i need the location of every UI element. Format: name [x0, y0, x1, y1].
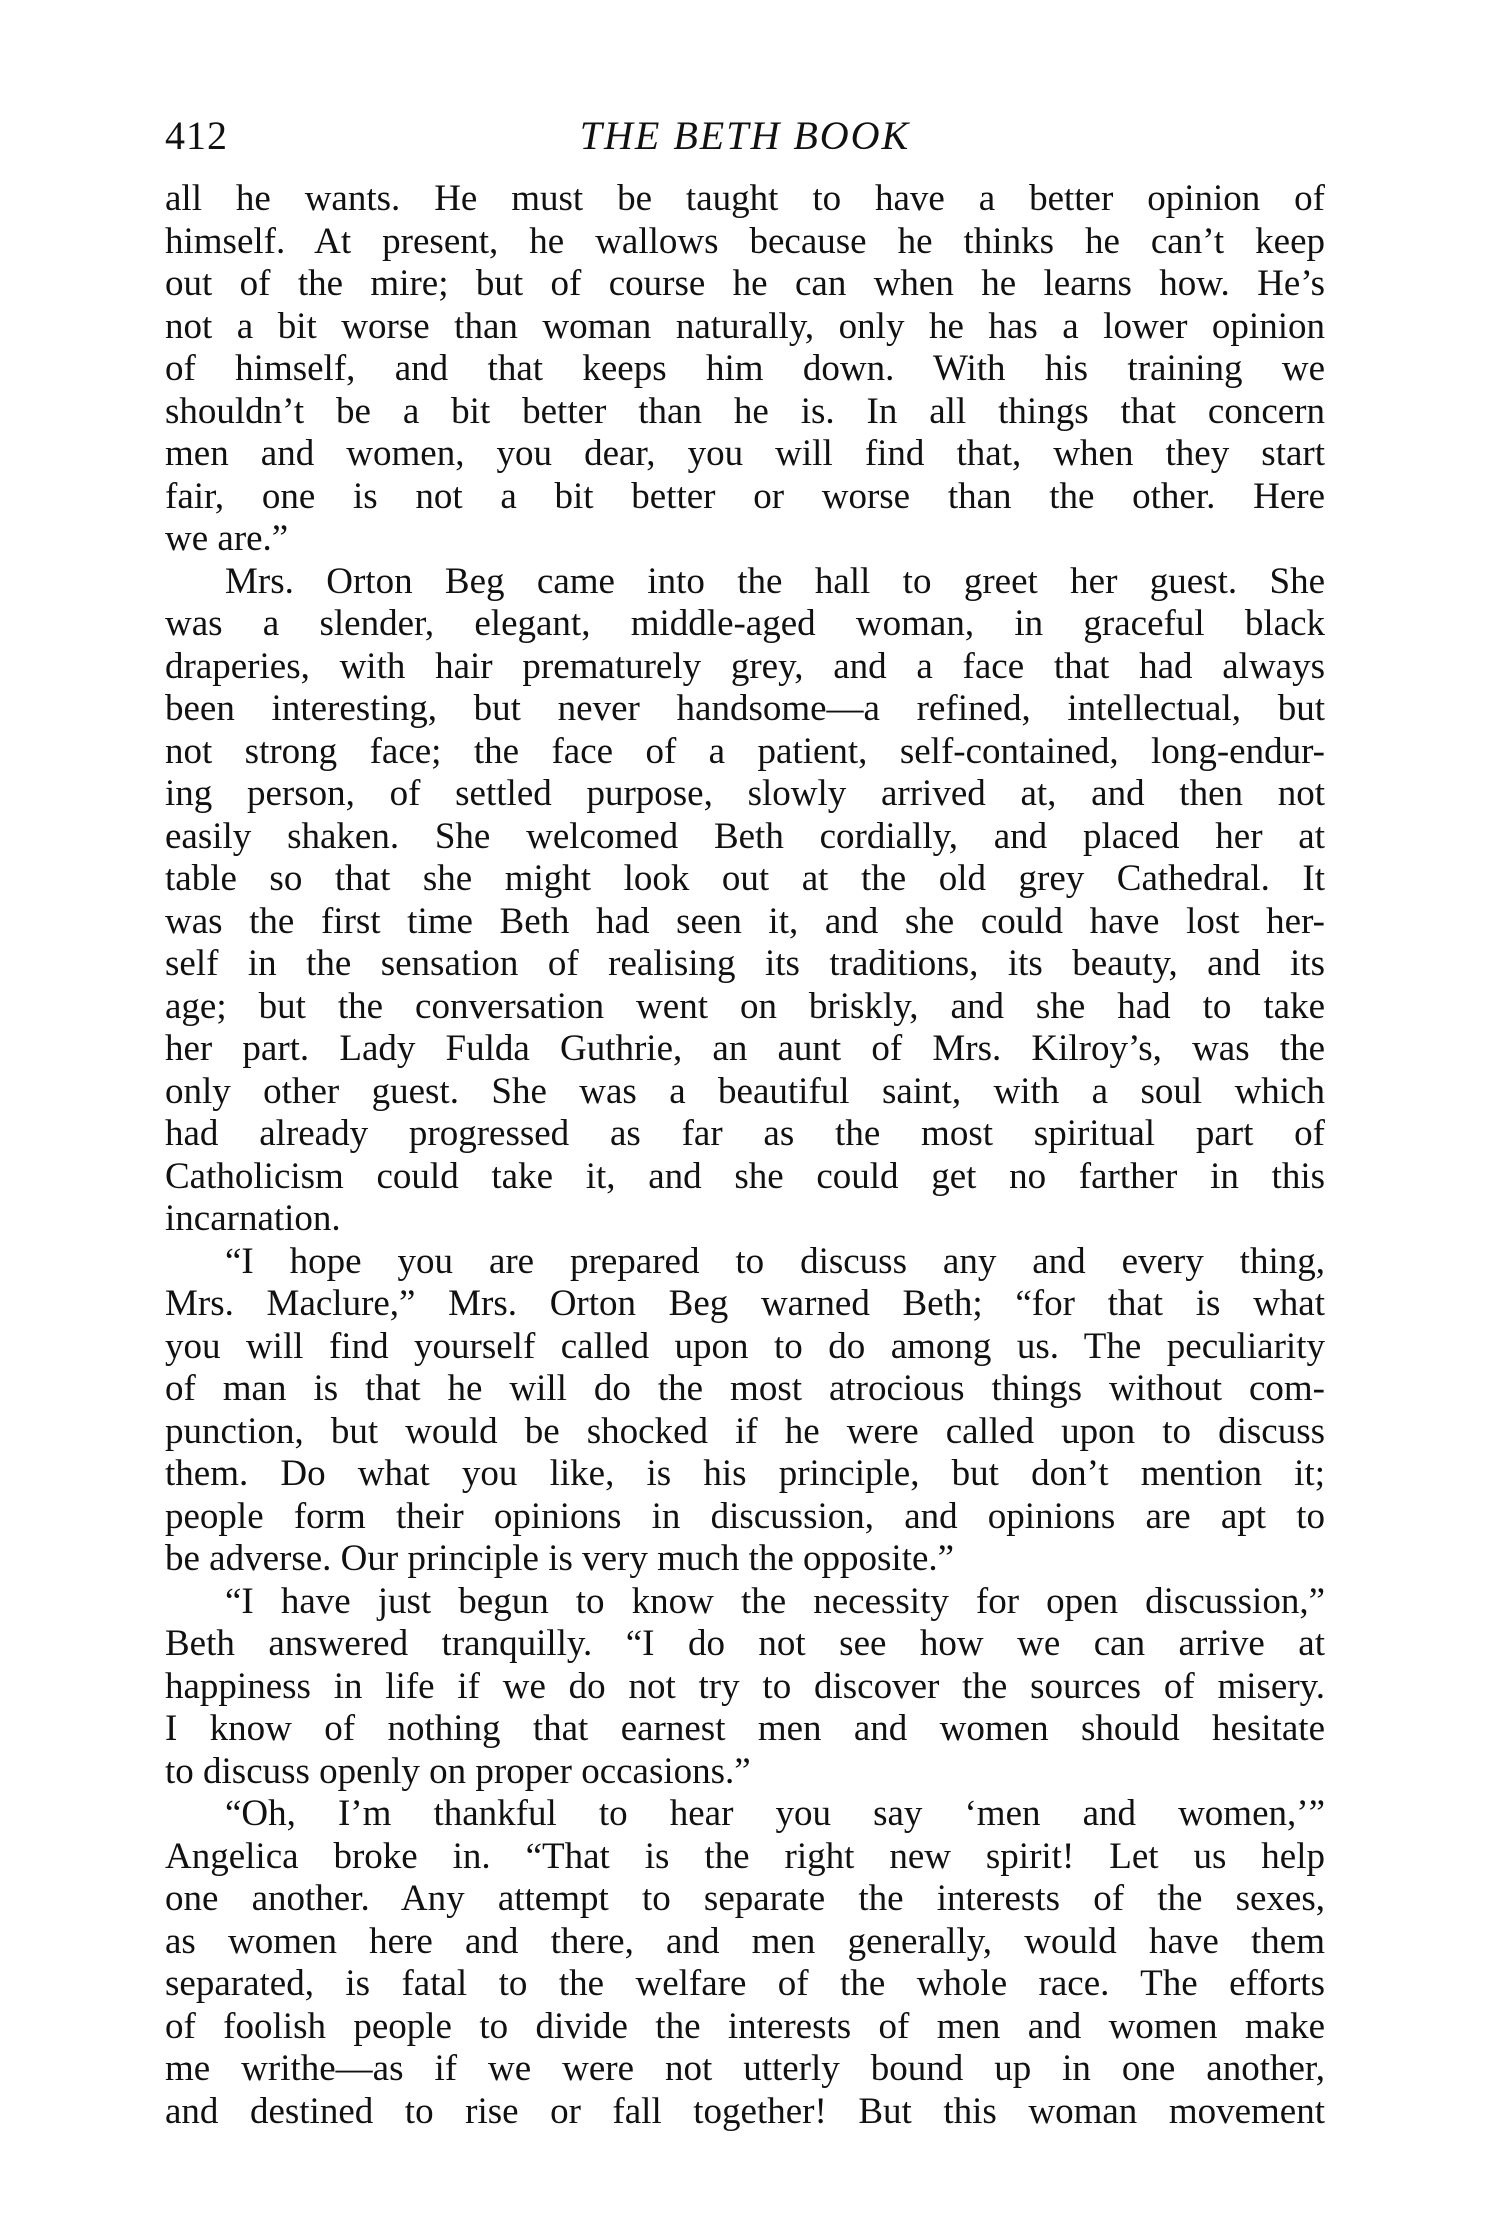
text-line: Angelica broke in. “That is the right new spirit! Let us help	[165, 1835, 1325, 1877]
text-line: was the first time Beth had seen it, and she could have lost her-	[165, 900, 1325, 942]
text-line: not strong face; the face of a patient, self-contained, long-endur-	[165, 730, 1325, 772]
text-line: self in the sensation of realising its traditions, its beauty, and its	[165, 943, 1325, 984]
text-line: Mrs. Maclure,” Mrs. Orton Beg warned Beth; “for that is what	[165, 1283, 1325, 1324]
text-line: table so that she might look out at the old grey Cathedral. It	[165, 858, 1325, 899]
text-line: was a slender, elegant, middle-aged woman, in graceful black	[165, 603, 1325, 644]
text-line: punction, but would be shocked if he were called upon to discuss	[165, 1410, 1325, 1452]
text-line: been interesting, but never handsome—a refined, intellectual, but	[165, 688, 1325, 729]
text-line: I know of nothing that earnest men and women should hesitate	[165, 1708, 1325, 1749]
text-line: as women here and there, and men generally, would have them	[165, 1920, 1325, 1962]
text-line: “I hope you are prepared to discuss any and every thing,	[225, 1240, 1325, 1282]
text-line: not a bit worse than woman naturally, only he has a lower opinion	[165, 305, 1325, 347]
running-head	[165, 108, 1325, 164]
book-title: THE BETH BOOK	[579, 113, 911, 158]
text-line: easily shaken. She welcomed Beth cordially, and placed her at	[165, 815, 1325, 857]
text-line: them. Do what you like, is his principle, but don’t mention it;	[165, 1453, 1325, 1494]
text-line: Mrs. Orton Beg came into the hall to greet her guest. She	[225, 560, 1325, 602]
text-line: of foolish people to divide the interests of men and women make	[165, 2005, 1325, 2047]
text-line: “Oh, I’m thankful to hear you say ‘men and women,’”	[225, 1793, 1325, 1834]
body-text	[165, 178, 1325, 2133]
text-line: shouldn’t be a bit better than he is. In all things that concern	[165, 390, 1325, 432]
text-line: of himself, and that keeps him down. With his training we	[165, 348, 1325, 389]
text-line: incarnation.	[165, 1198, 341, 1239]
text-line: me writhe—as if we were not utterly bound up in one another,	[165, 2048, 1325, 2089]
text-line: all he wants. He must be taught to have a better opinion of	[165, 178, 1325, 219]
text-line: men and women, you dear, you will find that, when they start	[165, 433, 1325, 474]
text-line: age; but the conversation went on briskly, and she had to take	[165, 985, 1325, 1027]
text-line: to discuss openly on proper occasions.”	[165, 1750, 751, 1792]
text-line: only other guest. She was a beautiful saint, with a soul which	[165, 1070, 1325, 1112]
text-line: had already progressed as far as the most spiritual part of	[165, 1113, 1325, 1154]
text-line: himself. At present, he wallows because he thinks he can’t keep	[165, 220, 1325, 262]
text-line: separated, is fatal to the welfare of the whole race. The efforts	[165, 1963, 1325, 2004]
text-line: out of the mire; but of course he can when he learns how. He’s	[165, 263, 1325, 304]
text-line: we are.”	[165, 518, 289, 559]
text-line: Beth answered tranquilly. “I do not see how we can arrive at	[165, 1623, 1325, 1664]
text-line: ing person, of settled purpose, slowly arrived at, and then not	[165, 773, 1325, 814]
text-line: you will find yourself called upon to do among us. The peculiarity	[165, 1325, 1325, 1367]
text-line: and destined to rise or fall together! But this woman movement	[165, 2090, 1325, 2132]
text-line: Catholicism could take it, and she could get no farther in this	[165, 1155, 1325, 1197]
text-line: “I have just begun to know the necessity for open discussion,”	[225, 1580, 1325, 1622]
text-line: draperies, with hair prematurely grey, and a face that had always	[165, 645, 1325, 687]
text-line: fair, one is not a bit better or worse than the other. Here	[165, 475, 1325, 517]
page-number: 412	[165, 113, 228, 158]
text-line: one another. Any attempt to separate the interests of the sexes,	[165, 1878, 1325, 1919]
text-line: be adverse. Our principle is very much the opposite.”	[165, 1538, 955, 1579]
text-line: people form their opinions in discussion, and opinions are apt to	[165, 1495, 1325, 1537]
text-line: of man is that he will do the most atrocious things without com-	[165, 1368, 1325, 1409]
text-line: happiness in life if we do not try to discover the sources of misery.	[165, 1665, 1325, 1707]
text-line: her part. Lady Fulda Guthrie, an aunt of Mrs. Kilroy’s, was the	[165, 1028, 1325, 1069]
